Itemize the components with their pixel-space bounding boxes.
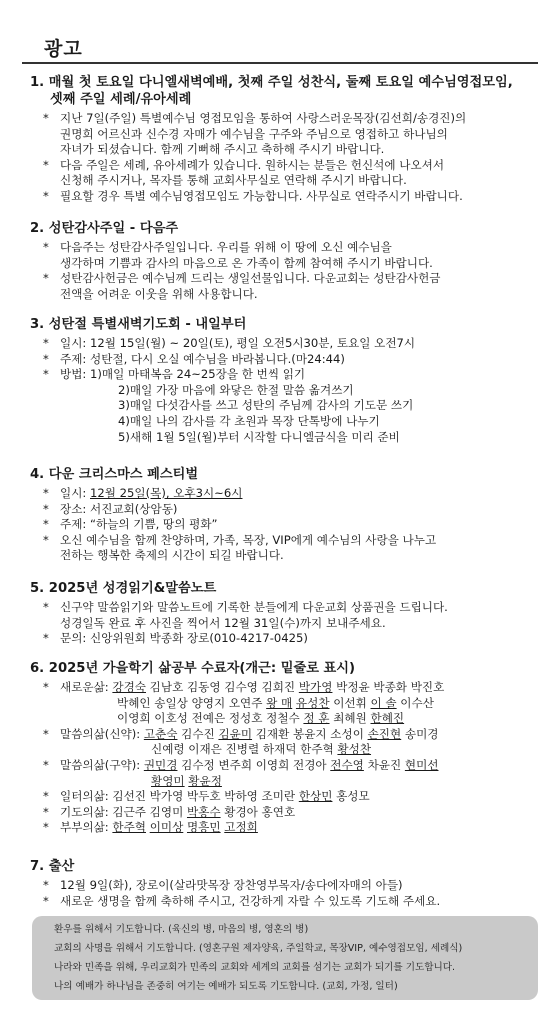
section-5-heading: 5. 2025년 성경읽기&말씀노트 — [30, 581, 217, 596]
section-4-item-3: * 주제: “하늘의 기쁨, 땅의 평화” — [43, 517, 218, 532]
course-couple: * 부부의삶: 한주혁 이미상 명흥민 고정희 — [43, 820, 258, 835]
section-1-heading: 1. 매월 첫 토요일 다니엘새벽예배, 첫째 주일 성찬식, 둘째 토요일 예수님영접모임, 셋째 주일 세례/유아세례 — [30, 75, 513, 107]
graduate-name: 김재환 봉윤지 소성이 — [252, 726, 368, 741]
section-1-item-2: * 다음 주일은 세례, 유아세례가 있습니다. 원하시는 분들은 헌신석에 나오셔서 신청해 주시거나, 목자를 통해 교회사무실로 연락해 주시기 바랍니다. — [43, 157, 445, 188]
section-2-item-1: * 다음주는 성탄감사주일입니다. 우리를 위해 이 땅에 오신 예수님을 생각하며 기쁨과 감사의 마음으로 온 가족이 함께 참여해 주시기 바랍니다. — [43, 240, 433, 270]
prayer-line: 교회의 사명을 위해서 기도합니다. (영혼구원 제자양육, 주일학교, 목장VIP, 예수영접모임, 세례식) — [54, 943, 463, 954]
section-6-heading: 6. 2025년 가을학기 삶공부 수료자(개근: 밑줄로 표시) — [30, 661, 356, 676]
section-1-item-3: * 필요할 경우 특별 예수님영접모임도 가능합니다. 사무실로 연락주시기 바랍니다. — [43, 188, 463, 203]
graduate-name: 김근주 김영미 — [112, 804, 187, 819]
prayer-box — [32, 916, 538, 1000]
graduate-name: 차윤진 — [363, 757, 405, 772]
graduate-name-full-attendance: 명흥민 — [186, 820, 221, 835]
graduate-name: 김수진 — [177, 726, 219, 741]
section-3 — [30, 316, 538, 445]
section-1-item-1: * 지난 7일(주일) 특별예수님 영접모임을 통하여 사랑스러운목장(김선희/송경진)의 권명희 어르신과 신수경 자매가 예수님을 구주와 주님으로 영접하고 하나님의 자녀가 되셨습니다. 함께 기뻐해 주시고 축하해 주시기 바랍니다. — [43, 111, 467, 157]
section-5-item-2: * 문의: 신앙위원회 박종화 장로(010-4217-0425) — [43, 631, 308, 646]
graduate-name-full-attendance: 강경숙 — [112, 680, 146, 694]
section-7-item-2: * 새로운 생명을 함께 축하해 주시고, 건강하게 자랄 수 있도록 기도해 주세요. — [43, 893, 441, 908]
graduate-name: 황경아 홍연호 — [220, 804, 296, 819]
course-new-life: * 새로운삶: 강경숙 김남호 김동영 김수영 김희진 박가영 박정윤 박종화 박진호 박혜인 송일상 양영지 오연주 왕 매 유성찬 이선휘 이 솔 이수산 이영희 이호성 전예은 정성호 정철수 정 훈 최혜원 한혜진 — [43, 680, 445, 726]
graduate-name: 김수정 변주희 이영희 전경아 — [177, 757, 331, 772]
graduate-name-full-attendance: 한주혁 — [112, 820, 146, 835]
graduate-name-full-attendance: 현미선 — [404, 757, 439, 772]
graduate-name-full-attendance: 고정희 — [224, 820, 258, 835]
graduate-name-full-attendance: 김윤미 — [218, 726, 253, 741]
course-prayer: * 기도의삶: 김근주 김영미 박홍수 황경아 홍연호 — [43, 804, 296, 819]
section-5 — [30, 580, 538, 647]
graduate-name-full-attendance: 황성찬 — [337, 742, 372, 757]
prayer-line: 나의 예배가 하나님을 존중히 여기는 예배가 되도록 기도합니다. (교회, 가정, 일터) — [54, 981, 398, 992]
section-7 — [30, 858, 538, 909]
graduate-name: 이영희 이호성 전예은 정성호 정철수 — [117, 711, 304, 726]
prayer-line: 나라와 민족을 위해, 우리교회가 민족의 교회와 세계의 교회를 섬기는 교회가 되기를 기도합니다. — [54, 962, 456, 973]
graduate-name-full-attendance: 왕 매 — [266, 695, 293, 710]
graduate-name: 최혜원 — [329, 711, 371, 726]
graduate-name: 신예령 이재은 진병렬 하재덕 한주혁 — [151, 742, 338, 757]
prayer-line: 환우를 위해서 기도합니다. (육신의 병, 마음의 병, 영혼의 병) — [54, 924, 309, 935]
section-4-item-2: * 장소: 서진교회(상암동) — [43, 501, 178, 516]
graduate-name-full-attendance: 유성찬 — [295, 695, 330, 710]
section-2 — [30, 220, 538, 302]
graduate-name-full-attendance: 한상민 — [298, 789, 333, 804]
graduate-name-full-attendance: 정 훈 — [303, 711, 330, 726]
section-4 — [30, 466, 538, 564]
graduate-name: 이수산 — [396, 695, 434, 710]
graduate-name: 박정윤 박종화 박진호 — [332, 680, 445, 694]
graduate-name: 홍성모 — [332, 789, 370, 804]
graduate-name: 박혜인 송일상 양영지 오연주 — [117, 695, 267, 710]
page-title: 광고 — [44, 38, 83, 60]
course-word-nt: * 말씀의삶(신약): 고춘숙 김수진 김윤미 김재환 봉윤지 소성이 손진현 송미경 신예령 이재은 진병렬 하재덕 한주혁 황성찬 — [43, 726, 439, 757]
course-workplace: * 일터의삶: 김선진 박가영 박두호 박하영 조미란 한상민 홍성모 — [43, 789, 370, 804]
section-4-item-4: * 오신 예수님을 함께 찬양하며, 가족, 목장, VIP에게 예수님의 사랑을 나누고 전하는 행복한 축제의 시간이 되길 바랍니다. — [43, 532, 437, 563]
section-2-item-2: * 성탄감사헌금은 예수님께 드리는 생일선물입니다. 다운교회는 성탄감사헌금 전액을 어려운 이웃을 위해 사용합니다. — [43, 271, 441, 301]
graduate-name-full-attendance: 이미상 — [149, 820, 184, 835]
section-7-item-1: * 12월 9일(화), 장로이(살라맛목장 장찬영부목자/송다에자매의 아들) — [43, 878, 403, 892]
graduate-name: 송미경 — [401, 726, 439, 741]
method-step: 2)매일 가장 마음에 와닿은 한절 말씀 옮겨쓰기 — [118, 382, 354, 397]
graduate-name-full-attendance: 황영미 — [151, 773, 185, 788]
graduate-name-full-attendance: 한혜진 — [370, 711, 405, 726]
method-step: 4)매일 나의 감사를 각 초원과 목장 단톡방에 나누기 — [118, 413, 380, 428]
section-1 — [30, 74, 538, 205]
graduate-name: 김선진 박가영 박두호 박하영 조미란 — [112, 789, 299, 804]
section-3-item-2: * 주제: 성탄절, 다시 오실 예수님을 바라봅니다.(마24:44) — [43, 351, 345, 366]
title-divider — [22, 62, 538, 64]
course-word-ot: * 말씀의삶(구약): 권민경 김수정 변주희 이영희 전경아 전수영 차윤진 현미선 황영미 황윤정 — [43, 757, 439, 788]
section-4-heading: 4. 다운 크리스마스 페스티벌 — [30, 467, 199, 482]
graduate-name: 김남호 김동영 김수영 김희진 — [146, 680, 299, 694]
graduate-name-full-attendance: 박가영 — [298, 680, 333, 694]
graduate-name-full-attendance: 고춘숙 — [143, 726, 178, 741]
section-2-heading: 2. 성탄감사주일 - 다음주 — [30, 221, 179, 236]
method-step: 3)매일 다섯감사를 쓰고 성탄의 주님께 감사의 기도문 쓰기 — [118, 398, 414, 413]
graduate-name-full-attendance: 권민경 — [143, 757, 178, 772]
graduate-name-full-attendance: 황윤정 — [188, 773, 222, 788]
section-6 — [30, 660, 538, 836]
festival-date: 12월 25일(목), 오후3시~6시 — [90, 486, 243, 500]
section-3-item-1: * 일시: 12월 15일(월) ~ 20일(토), 평일 오전5시30분, 토요일 오전7시 — [43, 336, 416, 350]
section-5-item-1: * 신구약 말씀읽기와 말씀노트에 기록한 분들에게 다운교회 상품권을 드립니다. 성경일독 완료 후 사진을 찍어서 12월 31일(수)까지 보내주세요. — [43, 600, 448, 630]
section-4-item-1: * 일시: 12월 25일(목), 오후3시~6시 — [43, 486, 243, 500]
section-3-item-3: * 방법: 1)매일 마태복음 24~25장을 한 번씩 읽기 2)매일 가장 마음에 와닿은 한절 말씀 옮겨쓰기 3)매일 다섯감사를 쓰고 성탄의 주님께 감사의 기도문 쓰기 4)매일 나의 감사를 각 초원과 목장 단톡방에 나누기 5)새해 1월 5일(월)부터 시작할 다니엘금식을 미리 준비 — [30, 367, 538, 445]
section-3-heading: 3. 성탄절 특별새벽기도회 - 내일부터 — [30, 317, 247, 332]
graduate-name-full-attendance: 박홍수 — [186, 804, 221, 819]
graduate-name: 이선휘 — [329, 695, 371, 710]
section-7-heading: 7. 출산 — [30, 859, 75, 874]
graduate-name-full-attendance: 전수영 — [330, 757, 364, 772]
graduate-name-full-attendance: 이 솔 — [370, 695, 397, 710]
method-step: 5)새해 1월 5일(월)부터 시작할 다니엘금식을 미리 준비 — [118, 429, 400, 444]
graduate-name-full-attendance: 손진현 — [367, 726, 402, 741]
